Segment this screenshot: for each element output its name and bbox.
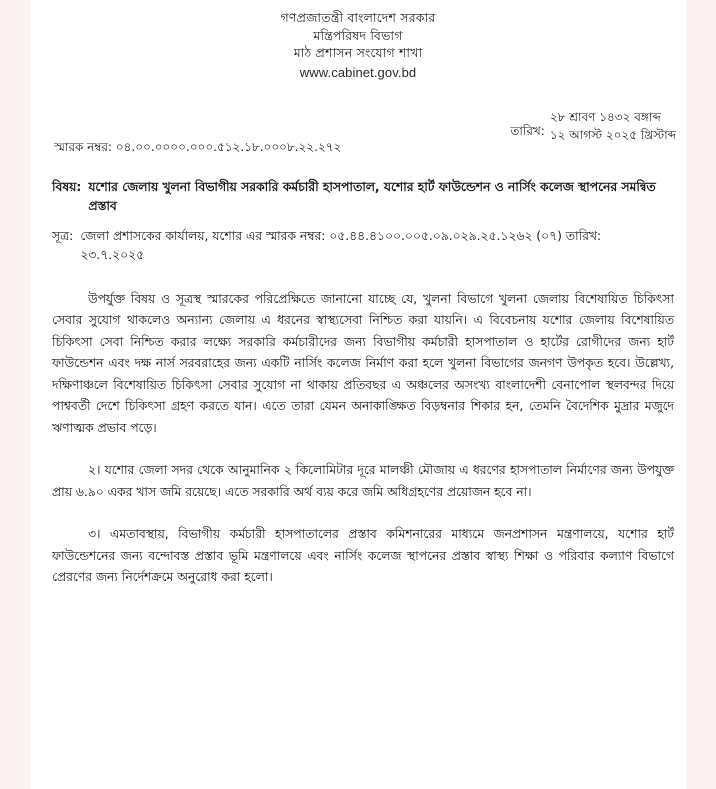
letterhead-website-url[interactable]: www.cabinet.gov.bd [299,64,417,80]
date-label: তারিখ: [510,123,545,138]
source-text: জেলা প্রশাসকের কার্যালয়, যশোর এর স্মারক নম্বর: ০৫.৪৪.৪১০০.০০৫.০৯.০২৯.২৫.১২৬২ (০৭) তারিখ: [80,228,602,243]
source-label: সূত্র: [52,228,74,243]
date-bangla: ২৮ শ্রাবণ ১৪৩২ বঙ্গাব্দ [549,109,661,124]
letterhead-branch-line: মাঠ প্রশাসন সংযোগ শাখা [293,45,423,60]
reference-row [30,106,686,168]
subject-text: যশোর জেলায় খুলনা বিভাগীয় সরকারি কর্মচারী হাসপাতাল, যশোর হার্ট ফাউন্ডেশন ও নার্সিং কলেজ স্থাপনের সমন্বিত প্রস্তাব [88,179,656,213]
memo-number-label: স্মারক নম্বর: [54,139,113,154]
date-block [510,108,676,144]
scan-margin-left [0,0,30,789]
date-gregorian: ১২ আগস্ট ২০২৫ খ্রিস্টাব্দ [549,127,676,142]
source-text-wrap [80,227,676,265]
letterhead-government-line: গণপ্রজাতন্ত্রী বাংলাদেশ সরকার [280,10,436,25]
letterhead-division-line: মন্ত্রিপরিষদ বিভাগ [313,27,403,43]
letterhead [30,0,686,84]
subject-label: বিষয়: [52,179,82,194]
source-date: ২৩.৭.২০২৫ [80,247,145,262]
memo-number [54,139,341,159]
document-body [52,289,674,589]
scan-margin-right [686,0,716,789]
body-paragraph-1: উপর্যুক্ত বিষয় ও সূত্রস্থ স্মারকের পরিপ্রেক্ষিতে জানানো যাচ্ছে যে, খুলনা বিভাগে খুলনা জেলায় বিশেষায়িত চিকিৎসা সেবার সুযোগ থাকলেও অন্যান্য জেলায় এ ধরনের স্বাস্থ্যসেবা নিশ্চিত করা যায়নি। এ বিবেচনায় যশোর জেলায় বিশেষায়িত চিকিৎসা সেবা নিশ্চিত করার লক্ষ্যে সরকারি কর্মচারীদের জন্য বিভাগীয় কর্মচারী হাসপাতাল ও হার্টের রোগীদের জন্য হার্ট ফাউন্ডেশন এবং দক্ষ নার্স সরবরাহের জন্য একটি নার্সিং কলেজ নির্মাণ করা হলে খুলনা বিভাগের জনগণ উপকৃত হবে। উল্লেখ্য, দক্ষিণাঞ্চলে বিশেষায়িত চিকিৎসা সেবার সুযোগ না থাকায় প্রতিবছর এ অঞ্চলের অসংখ্য বাংলাদেশী বেনাপোল স্থলবন্দর দিয়ে পাশ্ববর্তী দেশে চিকিৎসা গ্রহণ করতে যান। এতে তারা যেমন অনাকাঙ্ক্ষিত বিড়ম্বনার শিকার হন, তেমনি বৈদেশিক মুদ্রার মজুদে ঋণাত্মক প্রভাব পড়ে। [52,291,674,435]
subject-line [52,178,676,216]
body-paragraph-3: ৩। এমতাবস্থায়, বিভাগীয় কর্মচারী হাসপাতালের প্রস্তাব কমিশনারের মাধ্যমে জনপ্রশাসন মন্ত্রণালয়ে, যশোর হার্ট ফাউন্ডেশনের জন্য বন্দোবস্ত প্রস্তাব ভূমি মন্ত্রণালয়ে এবং নার্সিং কলেজ স্থাপনের প্রস্তাব স্বাস্থ্য শিক্ষা ও পরিবার কল্যাণ বিভাগে প্রেরণের জন্য নির্দেশক্রমে অনুরোধ করা হলো। [52,527,674,584]
body-paragraph-2: ২। যশোর জেলা সদর থেকে আনুমানিক ২ কিলোমিটার দূরে মালঞ্চী মৌজায় এ ধরণের হাসপাতাল নির্মাণের জন্য উপযুক্ত প্রায় ৬.৯০ একর খাস জমি রয়েছে। এতে সরকারি অর্থ ব্যয় করে জমি অধিগ্রহণের প্রয়োজন হবে না। [52,463,674,499]
source-line [52,227,676,265]
document-sheet [30,0,686,789]
memo-number-value: ০৪.০০.০০০০.০০০.৫১২.১৮.০০০৮.২২.২৭২ [115,139,342,154]
date-values [550,108,676,144]
